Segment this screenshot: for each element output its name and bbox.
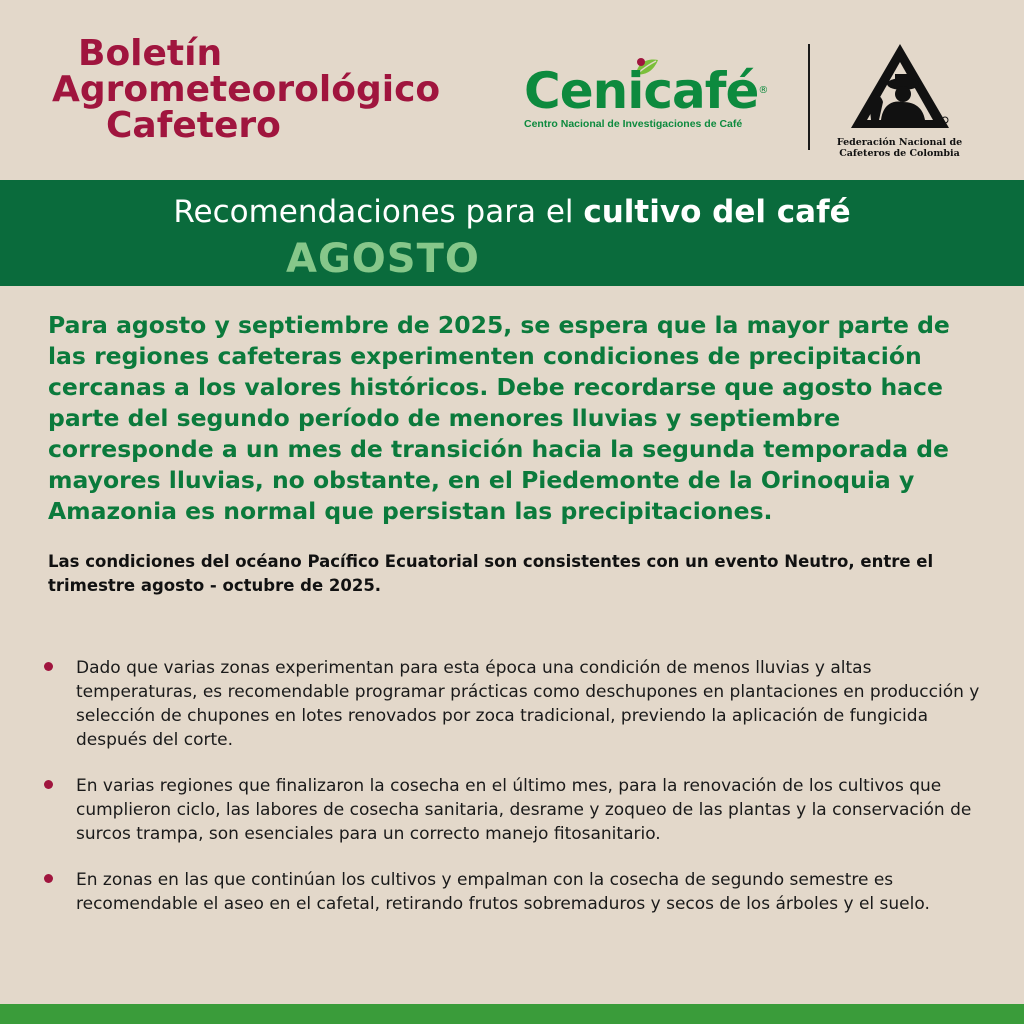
cenicafe-subtitle: Centro Nacional de Investigaciones de Café: [524, 118, 743, 130]
fnc-name-line-2: Cafeteros de Colombia: [839, 148, 960, 159]
enso-note: Las condiciones del océano Pacífico Ecuatorial son consistentes con un evento Neutro, entre el trimestre agosto - octubre de 2025.: [48, 552, 934, 595]
fnc-logo: [832, 40, 967, 159]
bullet-dot-icon: [44, 780, 53, 789]
logo-divider: [808, 44, 810, 150]
list-item-text: En zonas en las que continúan los cultivos y empalman con la cosecha de segundo semestre es recomendable el aseo en el cafetal, retirando frutos sobremaduros y secos de los árboles y el suelo.: [76, 870, 930, 914]
list-item: [40, 656, 980, 752]
bulletin-title-line-2: Agrometeorológico: [52, 69, 441, 110]
list-item: [40, 868, 980, 916]
cenicafe-logo: [524, 62, 792, 130]
forecast-paragraph: Para agosto y septiembre de 2025, se espera que la mayor parte de las regiones cafeteras experimenten condiciones de precipitación cercanas a los valores históricos. Debe recordarse que agosto hace parte del segundo período de menores lluvias y septiembre corresponde a un mes de transición hacia la segunda temporada de mayores lluvias, no obstante, en el Piedemonte de la Orinoquia y Amazonia es normal que persistan las precipitaciones.: [48, 311, 950, 525]
banner-heading-bold: cultivo del café: [583, 194, 851, 230]
recommendations-list: [40, 656, 980, 938]
banner-heading-normal: Recomendaciones para el: [173, 194, 584, 230]
bulletin-title-line-3: Cafetero: [106, 105, 281, 146]
footer-bar: [0, 1004, 1024, 1024]
banner-month: AGOSTO: [286, 236, 480, 282]
recommendations-banner: [0, 180, 1024, 286]
cenicafe-wordmark: [524, 62, 792, 120]
list-item-text: En varias regiones que finalizaron la cosecha en el último mes, para la renovación de los cultivos que cumplieron ciclo, las labores de cosecha sanitaria, desrame y zoqueo de las plantas y la conservación de surcos trampa, son esenciales para un correcto manejo fitosanitario.: [76, 776, 972, 844]
juan-valdez-mountain-icon: [845, 40, 955, 132]
bulletin-title-line-1: Boletín: [78, 33, 223, 74]
bulletin-title: [52, 33, 441, 146]
bullet-dot-icon: [44, 662, 53, 671]
bullet-dot-icon: [44, 874, 53, 883]
cenicafe-name: Cenicafé: [524, 62, 759, 120]
list-item-text: Dado que varias zonas experimentan para esta época una condición de menos lluvias y altas temperaturas, es recomendable programar prácticas como deschupones en plantaciones en producción y selección de chupones en lotes renovados por zoca tradicional, previendo la aplicación de fungicida después del corte.: [76, 658, 980, 750]
fnc-name-line-1: Federación Nacional de: [836, 137, 963, 148]
banner-heading: [0, 194, 1024, 230]
list-item: [40, 774, 980, 846]
registered-mark: ®: [758, 85, 768, 96]
